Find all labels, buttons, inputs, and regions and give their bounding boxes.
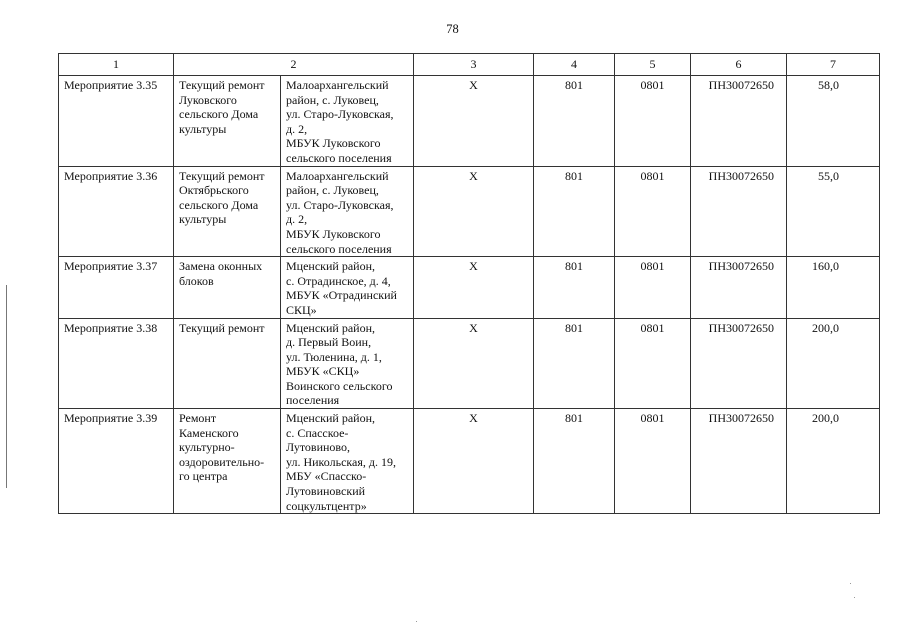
- work-cell: Замена оконных блоков: [174, 257, 281, 318]
- event-cell: Мероприятие 3.36: [59, 166, 174, 257]
- table-row: [59, 318, 880, 409]
- header-col-6: 6: [691, 54, 787, 76]
- location-cell: Малоархангельский район, с. Луковец, ул. Старо-Луковская, д. 2, МБУК Луковского сельского поселения: [281, 166, 414, 257]
- col3-cell: Х: [414, 257, 534, 318]
- amount-cell: 200,0: [787, 409, 880, 514]
- col4-cell: 801: [534, 409, 615, 514]
- location-cell: Мценский район, с. Спасское- Лутовиново, ул. Никольская, д. 19, МБУ «Спасско- Лутовиновский соцкультцентр»: [281, 409, 414, 514]
- scan-speck: [850, 583, 851, 584]
- col5-cell: 0801: [615, 76, 691, 167]
- amount-cell: 55,0: [787, 166, 880, 257]
- budget-table: [58, 53, 880, 514]
- header-col-7: 7: [787, 54, 880, 76]
- event-cell: Мероприятие 3.38: [59, 318, 174, 409]
- col4-cell: 801: [534, 257, 615, 318]
- margin-rule: [6, 285, 7, 488]
- work-cell: Текущий ремонт Октябрьского сельского Дома культуры: [174, 166, 281, 257]
- table-row: [59, 76, 880, 167]
- event-cell: Мероприятие 3.35: [59, 76, 174, 167]
- col5-cell: 0801: [615, 257, 691, 318]
- col3-cell: Х: [414, 318, 534, 409]
- header-col-2: 2: [174, 54, 414, 76]
- col3-cell: Х: [414, 409, 534, 514]
- col6-cell: ПН30072650: [691, 257, 787, 318]
- amount-cell: 58,0: [787, 76, 880, 167]
- header-row: [59, 54, 880, 76]
- col6-cell: ПН30072650: [691, 76, 787, 167]
- col5-cell: 0801: [615, 318, 691, 409]
- page-number: 78: [446, 22, 459, 36]
- table-row: [59, 257, 880, 318]
- event-cell: Мероприятие 3.37: [59, 257, 174, 318]
- col3-cell: Х: [414, 76, 534, 167]
- event-cell: Мероприятие 3.39: [59, 409, 174, 514]
- location-cell: Малоархангельский район, с. Луковец, ул. Старо-Луковская, д. 2, МБУК Луковского сельского поселения: [281, 76, 414, 167]
- work-cell: Текущий ремонт: [174, 318, 281, 409]
- location-cell: Мценский район, с. Отрадинское, д. 4, МБУК «Отрадинский СКЦ»: [281, 257, 414, 318]
- col3-cell: Х: [414, 166, 534, 257]
- amount-cell: 160,0: [787, 257, 880, 318]
- col5-cell: 0801: [615, 166, 691, 257]
- work-cell: Текущий ремонт Луковского сельского Дома культуры: [174, 76, 281, 167]
- header-col-1: 1: [59, 54, 174, 76]
- col6-cell: ПН30072650: [691, 318, 787, 409]
- header-col-5: 5: [615, 54, 691, 76]
- scan-speck: [854, 597, 855, 598]
- col4-cell: 801: [534, 76, 615, 167]
- col6-cell: ПН30072650: [691, 409, 787, 514]
- table-row: [59, 409, 880, 514]
- col6-cell: ПН30072650: [691, 166, 787, 257]
- scan-speck: [416, 621, 417, 622]
- header-col-3: 3: [414, 54, 534, 76]
- header-col-4: 4: [534, 54, 615, 76]
- col5-cell: 0801: [615, 409, 691, 514]
- location-cell: Мценский район, д. Первый Воин, ул. Тюленина, д. 1, МБУК «СКЦ» Воинского сельского поселения: [281, 318, 414, 409]
- table-row: [59, 166, 880, 257]
- amount-cell: 200,0: [787, 318, 880, 409]
- work-cell: Ремонт Каменского культурно- оздоровительно- го центра: [174, 409, 281, 514]
- col4-cell: 801: [534, 166, 615, 257]
- col4-cell: 801: [534, 318, 615, 409]
